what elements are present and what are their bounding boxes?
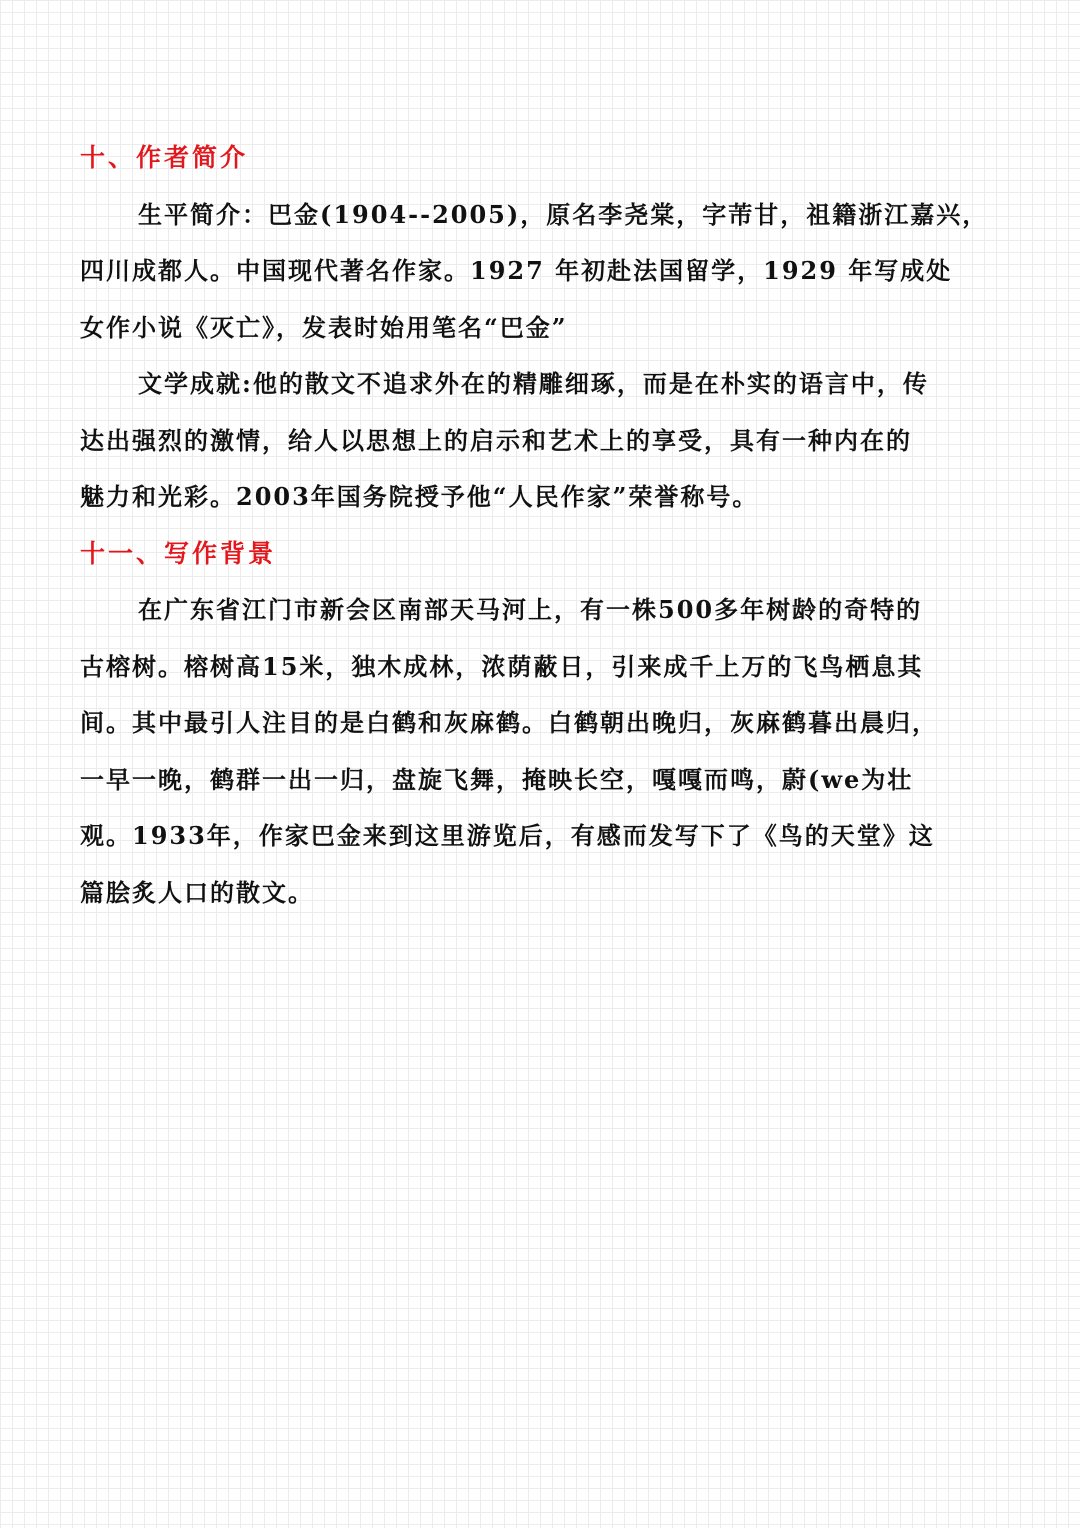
text-line: 文学成就:他的散文不追求外在的精雕细琢，而是在朴实的语言中，传 — [138, 369, 929, 398]
text-line: 女作小说《灭亡》，发表时始用笔名“巴金” — [80, 312, 568, 342]
text-line: 生平简介：巴金(1904--2005)，原名李尧棠，字芾甘，祖籍浙江嘉兴， — [138, 199, 989, 229]
text-line: 达出强烈的激情，给人以思想上的启示和艺术上的享受，具有一种内在的 — [80, 425, 912, 455]
text-line: 篇脍炙人口的散文。 — [80, 877, 314, 907]
text-line: 四川成都人。中国现代著名作家。1927 年初赴法国留学，1929 年写成处 — [80, 256, 953, 285]
text-line: 魅力和光彩。2003年国务院授予他“人民作家”荣誉称号。 — [80, 482, 759, 511]
section-heading-writing-background: 十一、写作背景 — [80, 538, 277, 568]
document-content — [80, 130, 1020, 921]
paragraph-background — [80, 582, 1020, 921]
text-line: 观。1933年，作家巴金来到这里游览后，有感而发写下了《鸟的天堂》这 — [80, 821, 935, 850]
paragraph-achievements — [80, 356, 1020, 526]
text-line: 间。其中最引人注目的是白鹤和灰麻鹤。白鹤朝出晚归，灰麻鹤暮出晨归， — [80, 708, 938, 737]
section-heading-author-intro: 十、作者简介 — [80, 143, 249, 172]
paragraph-biography — [80, 187, 1020, 357]
text-line: 一早一晚，鹤群一出一归，盘旋飞舞，掩映长空，嘎嘎而鸣，蔚(we为壮 — [80, 764, 914, 794]
text-line: 在广东省江门市新会区南部天马河上，有一株500多年树龄的奇特的 — [138, 595, 923, 624]
text-line: 古榕树。榕树高15米，独木成林，浓荫蔽日，引来成千上万的飞鸟栖息其 — [80, 651, 924, 681]
